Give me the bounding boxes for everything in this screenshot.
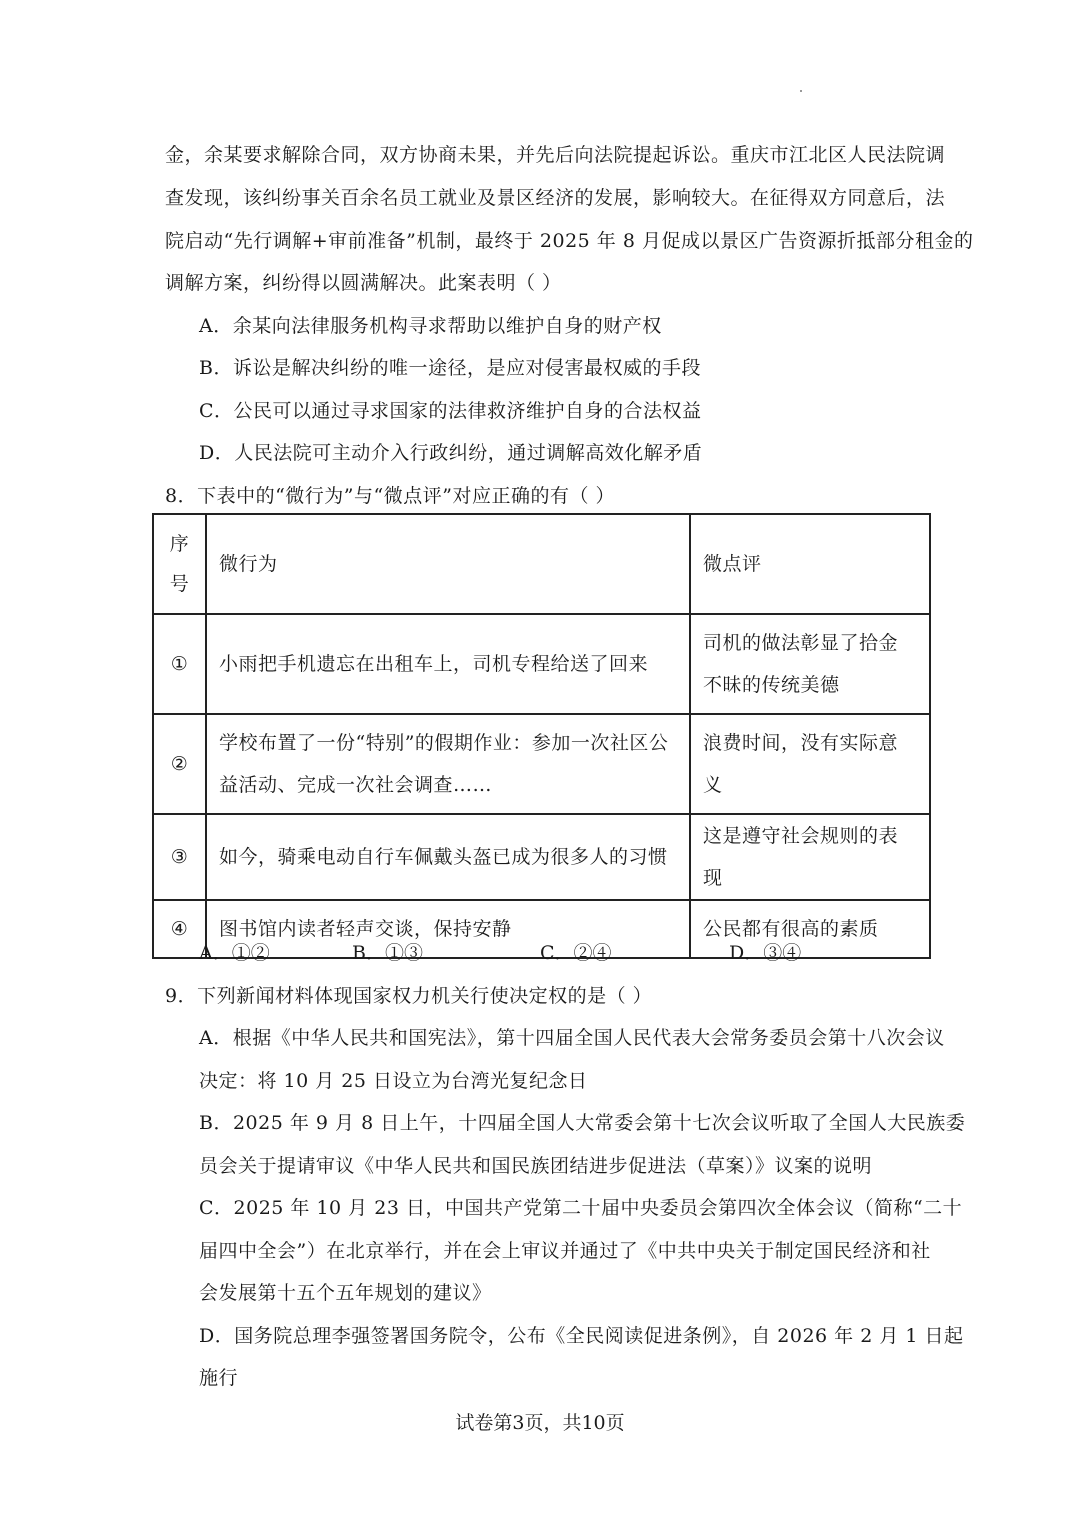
row-seq: ② — [153, 714, 206, 814]
row-comment: 浪费时间，没有实际意义 — [690, 714, 930, 814]
q9-option-c-line-2: 届四中全会”）在北京举行，并在会上审议并通过了《中共中央关于制定国民经济和社 — [199, 1240, 931, 1262]
q7-option-a: A．余某向法律服务机构寻求帮助以维护自身的财产权 — [199, 315, 662, 337]
header-comment: 微点评 — [690, 514, 930, 614]
row-behavior: 如今，骑乘电动自行车佩戴头盔已成为很多人的习惯 — [206, 814, 690, 900]
table-row — [153, 814, 930, 900]
q9-option-b-line-1: B．2025 年 9 月 8 日上午，十四届全国人大常委会第十七次会议听取了全国人大民族委 — [199, 1112, 966, 1134]
q9-option-c-line-1: C．2025 年 10 月 23 日，中国共产党第二十届中央委员会第四次全体会议（简称“二十 — [199, 1197, 963, 1219]
q8-stem: 8．下表中的“微行为”与“微点评”对应正确的有（ ） — [165, 485, 615, 507]
table-row — [153, 714, 930, 814]
q7-line-3: 院启动“先行调解+审前准备”机制，最终于 2025 年 8 月促成以景区广告资源折抵部分租金的 — [165, 230, 974, 252]
q9-option-d-line-2: 施行 — [199, 1367, 239, 1389]
q8-answer-d: D．③④ — [729, 942, 802, 964]
scan-speck — [800, 90, 802, 92]
header-behavior: 微行为 — [206, 514, 690, 614]
row-behavior: 小雨把手机遗忘在出租车上，司机专程给送了回来 — [206, 614, 690, 714]
q9-option-b-line-2: 员会关于提请审议《中华人民共和国民族团结进步促进法（草案）》议案的说明 — [199, 1155, 873, 1177]
q7-line-1: 金，余某要求解除合同，双方协商未果，并先后向法院提起诉讼。重庆市江北区人民法院调 — [165, 144, 946, 166]
row-comment: 公民都有很高的素质 — [690, 900, 930, 958]
q7-option-d: D．人民法院可主动介入行政纠纷，通过调解高效化解矛盾 — [199, 442, 703, 464]
q8-answer-b: B．①③ — [352, 942, 423, 964]
q9-option-a-line-2: 决定：将 10 月 25 日设立为台湾光复纪念日 — [199, 1070, 588, 1092]
row-comment: 司机的做法彰显了拾金不昧的传统美德 — [690, 614, 930, 714]
row-behavior: 学校布置了一份“特别”的假期作业：参加一次社区公益活动、完成一次社会调查…… — [206, 714, 690, 814]
row-seq: ③ — [153, 814, 206, 900]
q8-answer-c: C．②④ — [540, 942, 612, 964]
q9-option-d-line-1: D．国务院总理李强签署国务院令，公布《全民阅读促进条例》，自 2026 年 2 月 1 日起 — [199, 1325, 964, 1347]
q7-line-4: 调解方案，纠纷得以圆满解决。此案表明（ ） — [165, 272, 562, 294]
q9-stem: 9．下列新闻材料体现国家权力机关行使决定权的是（ ） — [165, 985, 653, 1007]
row-behavior: 图书馆内读者轻声交谈，保持安静 — [206, 900, 690, 958]
q8-table — [152, 513, 931, 959]
page-footer: 试卷第3页，共10页 — [455, 1412, 625, 1434]
row-seq: ④ — [153, 900, 206, 958]
table-header-row — [153, 514, 930, 614]
row-comment: 这是遵守社会规则的表现 — [690, 814, 930, 900]
q9-option-c-line-3: 会发展第十五个五年规划的建议》 — [199, 1282, 492, 1304]
q9-option-a-line-1: A．根据《中华人民共和国宪法》，第十四届全国人民代表大会常务委员会第十八次会议 — [199, 1027, 945, 1049]
q7-option-c: C．公民可以通过寻求国家的法律救济维护自身的合法权益 — [199, 400, 702, 422]
table-row — [153, 614, 930, 714]
q7-line-2: 查发现，该纠纷事关百余名员工就业及景区经济的发展，影响较大。在征得双方同意后，法 — [165, 187, 946, 209]
row-seq: ① — [153, 614, 206, 714]
header-seq: 序号 — [153, 514, 206, 614]
q7-option-b: B．诉讼是解决纠纷的唯一途径，是应对侵害最权威的手段 — [199, 357, 701, 379]
q8-answer-a: A．①② — [199, 942, 270, 964]
